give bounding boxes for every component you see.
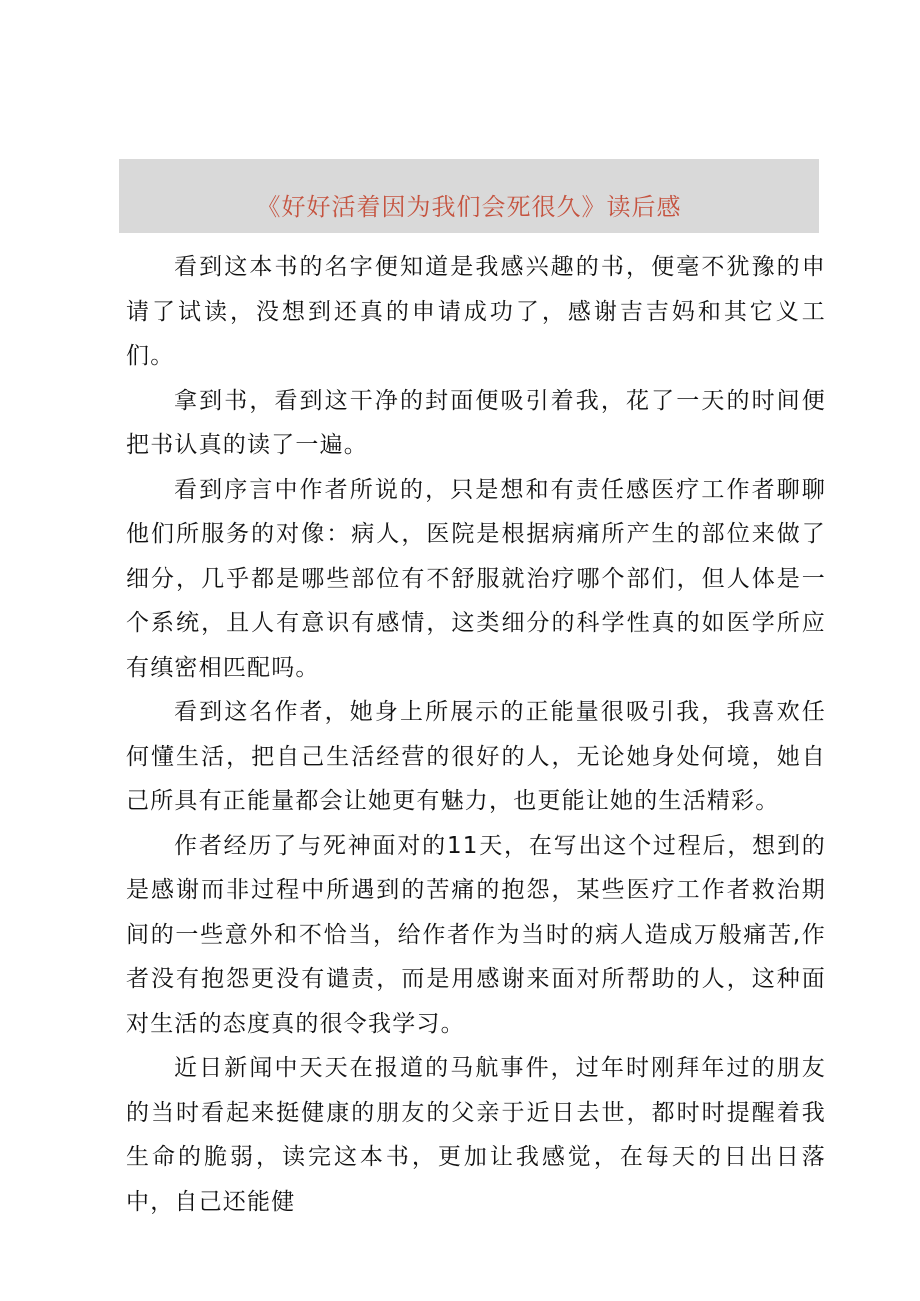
paragraph: 近日新闻中天天在报道的马航事件，过年时刚拜年过的朋友的当时看起来挺健康的朋友的父亲于近日去世，都时时提醒着我生命的脆弱，读完这本书，更加让我感觉，在每天的日出日落中，自己还能健: [126, 1055, 826, 1215]
paragraph: 看到这名作者，她身上所展示的正能量很吸引我，我喜欢任何懂生活，把自己生活经营的很好的人，无论她身处何境，她自己所具有正能量都会让她更有魅力，也更能让她的生活精彩。: [126, 699, 826, 814]
paragraph: 拿到书，看到这干净的封面便吸引着我，花了一天的时间便把书认真的读了一遍。: [126, 387, 826, 458]
document-body: [126, 245, 826, 1224]
document-title: 《好好活着因为我们会死很久》读后感: [256, 192, 682, 221]
paragraph: 看到这本书的名字便知道是我感兴趣的书，便毫不犹豫的申请了试读，没想到还真的申请成功了，感谢吉吉妈和其它义工们。: [126, 254, 826, 369]
paragraph: 看到序言中作者所说的，只是想和有责任感医疗工作者聊聊他们所服务的对像：病人，医院是根据病痛所产生的部位来做了细分，几乎都是哪些部位有不舒服就治疗哪个部们，但人体是一个系统，且人有意识有感情，这类细分的科学性真的如医学所应有缜密相匹配吗。: [126, 476, 826, 681]
paragraph: 作者经历了与死神面对的11天，在写出这个过程后，想到的是感谢而非过程中所遇到的苦痛的抱怨，某些医疗工作者救治期间的一些意外和不恰当，给作者作为当时的病人造成万般痛苦,作者没有抱怨更没有谴责，而是用感谢来面对所帮助的人，这种面对生活的态度真的很令我学习。: [126, 832, 826, 1037]
title-banner: [119, 159, 819, 233]
